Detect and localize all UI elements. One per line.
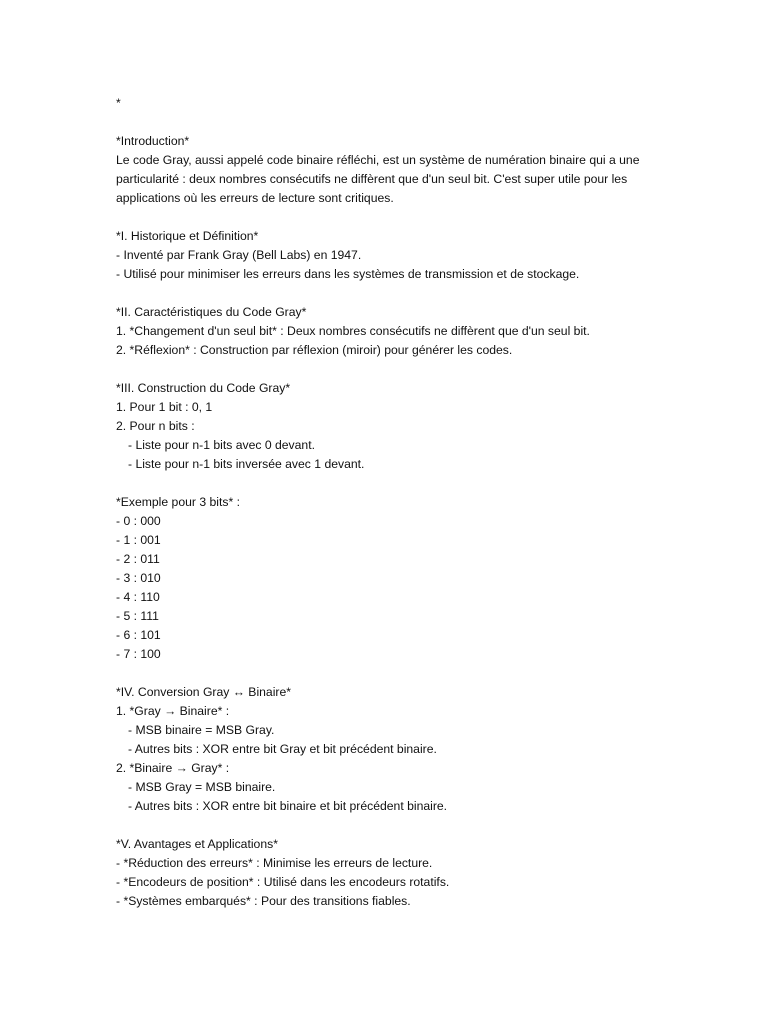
spacer (116, 113, 676, 132)
spacer (116, 664, 676, 683)
spacer (116, 360, 676, 379)
section4-item: 1. *Gray → Binaire* : (116, 704, 230, 718)
section5-item: - *Encodeurs de position* : Utilisé dans les encodeurs rotatifs. (116, 875, 450, 889)
section5-heading: *V. Avantages et Applications* (116, 837, 278, 851)
example-item: - 7 : 100 (116, 647, 161, 661)
section3-subitem: - Liste pour n-1 bits inversée avec 1 devant. (128, 457, 365, 471)
section1-item: - Utilisé pour minimiser les erreurs dans les systèmes de transmission et de stockage. (116, 267, 580, 281)
spacer (116, 208, 676, 227)
section4-heading: *IV. Conversion Gray ↔ Binaire* (116, 685, 291, 699)
spacer (116, 816, 676, 835)
example-item: - 2 : 011 (116, 552, 160, 566)
section4-subitem: - MSB Gray = MSB binaire. (128, 780, 276, 794)
top-marker: * (116, 96, 121, 110)
example-item: - 0 : 000 (116, 514, 161, 528)
section1-heading: *I. Historique et Définition* (116, 229, 259, 243)
section4-subitem: - MSB binaire = MSB Gray. (128, 723, 275, 737)
example-heading: *Exemple pour 3 bits* : (116, 495, 240, 509)
intro-heading: *Introduction* (116, 134, 190, 148)
section1-item: - Inventé par Frank Gray (Bell Labs) en 1947. (116, 248, 362, 262)
section4-subitem: - Autres bits : XOR entre bit Gray et bit précédent binaire. (128, 742, 437, 756)
document-body (116, 94, 676, 911)
section3-heading: *III. Construction du Code Gray* (116, 381, 291, 395)
example-item: - 6 : 101 (116, 628, 161, 642)
spacer (116, 284, 676, 303)
example-item: - 4 : 110 (116, 590, 160, 604)
section4-subitem: - Autres bits : XOR entre bit binaire et bit précédent binaire. (128, 799, 448, 813)
section3-subitem: - Liste pour n-1 bits avec 0 devant. (128, 438, 315, 452)
section5-item: - *Réduction des erreurs* : Minimise les erreurs de lecture. (116, 856, 433, 870)
example-item: - 5 : 111 (116, 609, 159, 623)
section2-heading: *II. Caractéristiques du Code Gray* (116, 305, 307, 319)
section3-item: 2. Pour n bits : (116, 419, 195, 433)
example-item: - 1 : 001 (116, 533, 161, 547)
section4-item: 2. *Binaire → Gray* : (116, 761, 230, 775)
spacer (116, 474, 676, 493)
section2-item: 2. *Réflexion* : Construction par réflexion (miroir) pour générer les codes. (116, 343, 513, 357)
section5-item: - *Systèmes embarqués* : Pour des transitions fiables. (116, 894, 411, 908)
intro-paragraph: Le code Gray, aussi appelé code binaire réfléchi, est un système de numération binaire qui a une particularité : deux nombres consécutifs ne diffèrent que d'un seul bit. C'est super utile pour les applications où les erreurs de lecture sont critiques. (116, 153, 640, 205)
section3-item: 1. Pour 1 bit : 0, 1 (116, 400, 213, 414)
section2-item: 1. *Changement d'un seul bit* : Deux nombres consécutifs ne diffèrent que d'un seul bit. (116, 324, 590, 338)
example-item: - 3 : 010 (116, 571, 161, 585)
